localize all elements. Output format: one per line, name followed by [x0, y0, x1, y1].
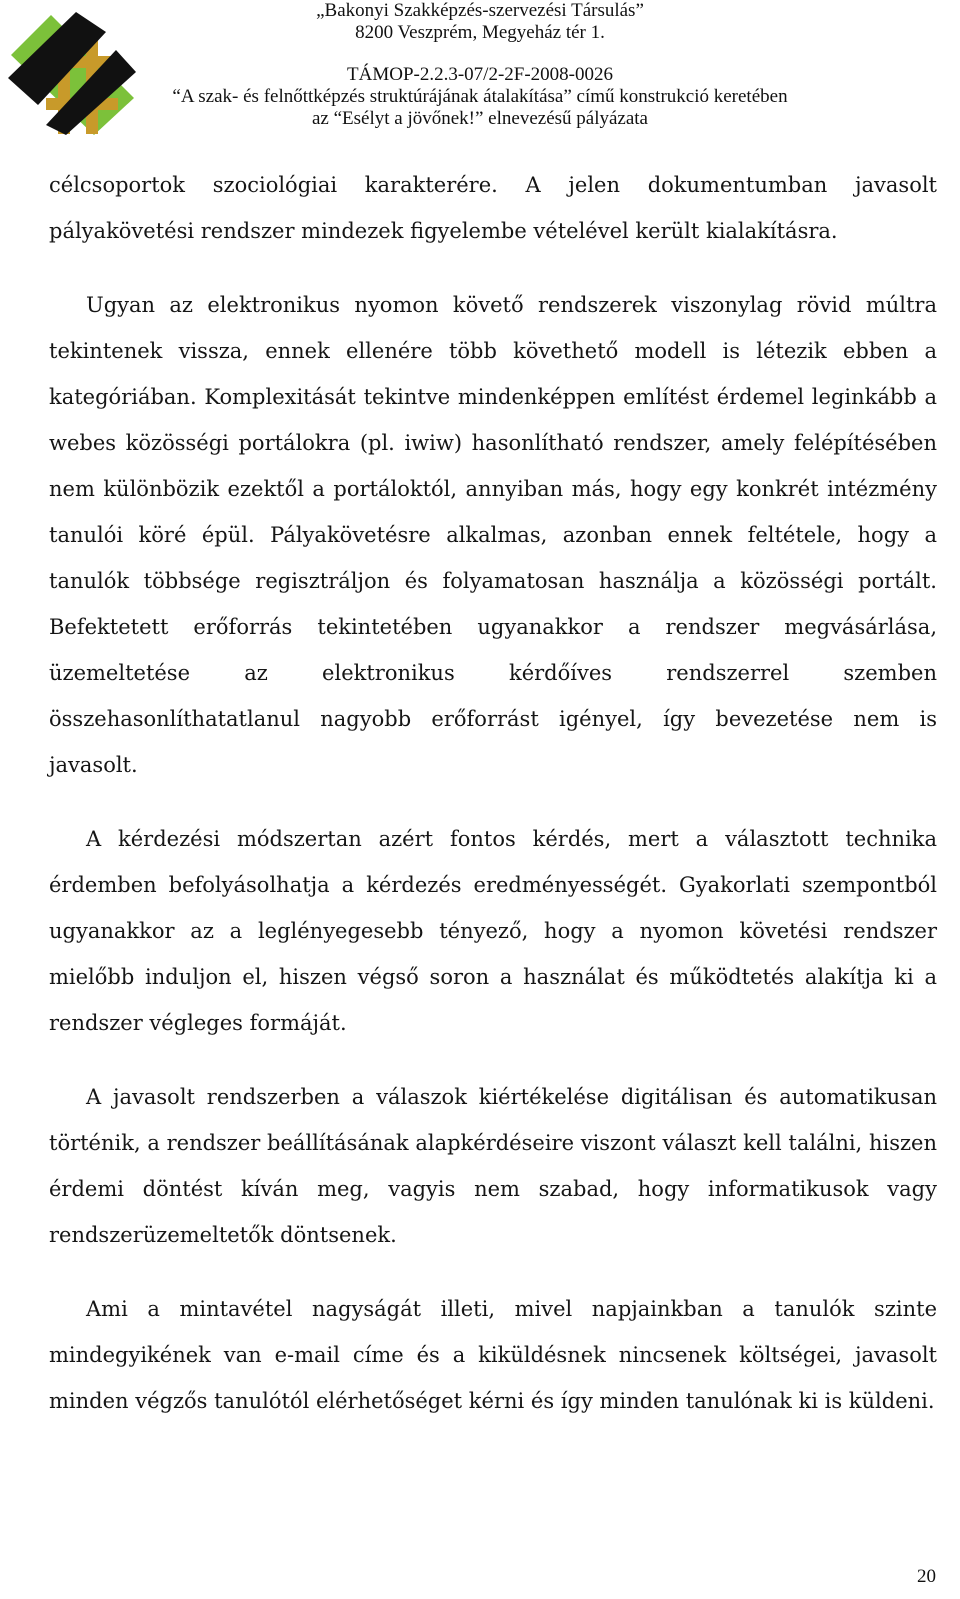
paragraph-1: célcsoportok szociológiai karakterére. A jelen dokumentumban javasolt pályakövetési rendszer mindezek figyelembe vételével került kialakításra.: [49, 173, 937, 243]
org-name: „Bakonyi Szakképzés-szervezési Társulás”: [316, 0, 644, 21]
page-number: 20: [917, 1566, 936, 1587]
org-address: 8200 Veszprém, Megyeház tér 1.: [355, 22, 605, 43]
project-line-1: “A szak- és felnőttképzés struktúrájának átalakítása” című konstrukció keretében: [172, 86, 788, 107]
header-text: [140, 0, 820, 130]
paragraph-4: A javasolt rendszerben a válaszok kiértékelése digitálisan és automatikusan történik, a rendszer beállításának alapkérdéseire viszont választ kell találni, hiszen érdemi döntést kíván meg, vagyis nem szabad, hogy informatikusok vagy rendszerüzemeltetők döntsenek.: [49, 1085, 937, 1247]
bakonyi-logo-icon: [6, 10, 136, 135]
paragraph-5: Ami a mintavétel nagyságát illeti, mivel napjainkban a tanulók szinte mindegyikének van e-mail címe és a kiküldésnek nincsenek költségei, javasolt minden végzős tanulótól elérhetőséget kérni és így minden tanulónak ki is küldeni.: [49, 1297, 937, 1413]
document-body: [49, 162, 937, 1452]
project-line-2: az “Esélyt a jövőnek!” elnevezésű pályázata: [311, 108, 648, 129]
page-header: [0, 0, 960, 150]
project-code: TÁMOP-2.2.3-07/2-2F-2008-0026: [347, 64, 613, 85]
paragraph-3: A kérdezési módszertan azért fontos kérdés, mert a választott technika érdemben befolyásolhatja a kérdezés eredményességét. Gyakorlati szempontból ugyanakkor az a leglényegesebb tényező, hogy a nyomon követési rendszer mielőbb induljon el, hiszen végső soron a használat és működtetés alakítja ki a rendszer végleges formáját.: [49, 827, 937, 1035]
paragraph-2: Ugyan az elektronikus nyomon követő rendszerek viszonylag rövid múltra tekintenek vissza, ennek ellenére több követhető modell is létezik ebben a kategóriában. Komplexitását tekintve mindenképpen említést érdemel leginkább a webes közösségi portálokra (pl. iwiw) hasonlítható rendszer, amely felépítésében nem különbözik ezektől a portáloktól, annyiban más, hogy egy konkrét intézmény tanulói köré épül. Pályakövetésre alkalmas, azonban ennek feltétele, hogy a tanulók többsége regisztráljon és folyamatosan használja a közösségi portált. Befektetett erőforrás tekintetében ugyanakkor a rendszer megvásárlása, üzemeltetése az elektronikus kérdőíves rendszerrel szemben összehasonlíthatatlanul nagyobb erőforrást igényel, így bevezetése nem is javasolt.: [49, 293, 937, 777]
